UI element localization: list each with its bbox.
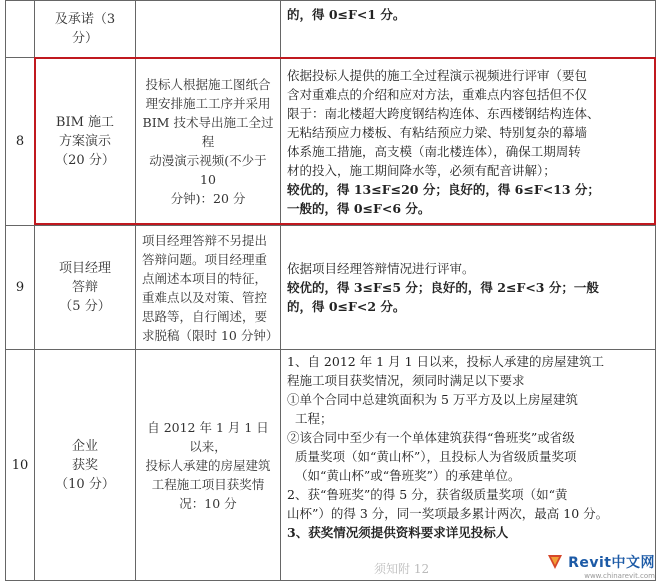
watermark-url: www.chinarevit.com bbox=[584, 572, 655, 580]
faded-text: 须知附 12 bbox=[374, 562, 430, 576]
criteria-line: （如“黄山杯”或“鲁班奖”）的承建单位。 bbox=[295, 468, 521, 483]
table-row bbox=[6, 1, 656, 58]
row-content bbox=[136, 58, 281, 226]
criteria-line: 较优的，得 3≤F≤5 分；良好的，得 2≤F<3 分；一般 bbox=[287, 280, 599, 295]
item-line: （10 分） bbox=[55, 476, 115, 492]
criteria-line: 工程； bbox=[295, 411, 333, 426]
criteria-line: ①单个合同中总建筑面积为 5 万平方及以上房屋建筑 bbox=[287, 392, 578, 407]
content-line: 况：10 分 bbox=[179, 495, 237, 511]
row-content bbox=[136, 226, 281, 350]
content-line: 投标人承建的房屋建筑 bbox=[145, 457, 271, 473]
criteria-line: 无粘结预应力楼板、有粘结预应力梁、特别复杂的幕墙 bbox=[287, 124, 588, 140]
row-number bbox=[6, 1, 35, 58]
criteria-line: 较优的，得 13≤F≤20 分；良好的，得 6≤F<13 分； bbox=[287, 181, 600, 197]
content-line: 项目经理答辩不另提出 bbox=[142, 232, 268, 248]
content-line: 点阐述本项目的特征， bbox=[142, 270, 268, 286]
content-line: 投标人根据施工图纸合 bbox=[145, 77, 271, 92]
row-content bbox=[136, 350, 281, 581]
item-line: 方案演示 bbox=[58, 134, 111, 149]
criteria-line: 山杯”）的得 3 分，同一奖项最多累计两次，最高 10 分。 bbox=[287, 506, 609, 521]
criteria-line: 依据项目经理答辩情况进行评审。 bbox=[287, 261, 475, 276]
item-line: BIM 施工 bbox=[55, 115, 115, 130]
row-criteria bbox=[281, 226, 656, 350]
criteria-line: 1、自 2012 年 1 月 1 日以来，投标人承建的房屋建筑工 bbox=[287, 354, 605, 369]
row-item bbox=[35, 226, 136, 350]
criteria-line: 材的投入，施工期间降水等，必须有配音讲解）； bbox=[287, 162, 556, 178]
criteria-line: 质量奖项（如“黄山杯”），且投标人为省级质量奖项 bbox=[295, 449, 577, 464]
criteria-line: 的，得 0≤F<2 分。 bbox=[287, 299, 406, 314]
criteria-line: 含对重难点的介绍和应对方法，重难点内容包括但不仅 bbox=[287, 86, 588, 102]
table-row bbox=[6, 350, 656, 581]
item-line: （5 分） bbox=[59, 299, 111, 314]
row-content bbox=[136, 1, 281, 58]
criteria-line: 程施工项目获奖情况，须同时满足以下要求 bbox=[287, 373, 525, 388]
content-line: 思路等，自行阐述，要 bbox=[142, 308, 268, 324]
content-line: 工程施工项目获奖情 bbox=[151, 476, 265, 492]
content-line: 求脱稿（限时 10 分钟） bbox=[142, 327, 279, 343]
table-row bbox=[6, 226, 656, 350]
row-criteria bbox=[281, 1, 656, 58]
content-line: 动漫演示视频(不少于 10 bbox=[149, 153, 267, 187]
row-item bbox=[35, 58, 136, 226]
criteria-line: 体系施工措施，高支模（南北楼连体），确保工期周转 bbox=[287, 143, 581, 159]
content-line: 答辩问题。项目经理重 bbox=[142, 251, 268, 267]
item-line: 答辩 bbox=[71, 280, 98, 295]
content-line: 理安排施工工序并采用 bbox=[145, 96, 271, 111]
item-line: 及承诺（3 bbox=[54, 12, 116, 27]
criteria-line: 一般的，得 0≤F<6 分。 bbox=[287, 200, 431, 216]
table-row bbox=[6, 58, 656, 226]
row-criteria bbox=[281, 350, 656, 581]
scoring-table bbox=[5, 0, 656, 581]
item-line: 获奖 bbox=[71, 457, 98, 473]
item-line: 分） bbox=[71, 31, 98, 46]
item-line: 企业 bbox=[71, 438, 98, 454]
content-line: BIM 技术导出施工全过程 bbox=[142, 115, 274, 149]
revit-logo-icon bbox=[546, 553, 564, 571]
row-item bbox=[35, 350, 136, 581]
item-line: 项目经理 bbox=[58, 261, 111, 276]
row-criteria bbox=[281, 58, 656, 226]
watermark-brand: Revit中文网 bbox=[568, 555, 655, 571]
row-number: 10 bbox=[6, 350, 35, 581]
criteria-line: 的，得 0≤F<1 分。 bbox=[287, 7, 406, 22]
content-line: 自 2012 年 1 月 1 日以来， bbox=[147, 419, 269, 454]
row-number: 8 bbox=[6, 58, 35, 226]
criteria-line: 2、获“鲁班奖”的得 5 分，获省级质量奖项（如“黄 bbox=[287, 487, 568, 502]
row-number: 9 bbox=[6, 226, 35, 350]
criteria-line: 限于：南北楼超大跨度钢结构连体、东西楼钢结构连体、 bbox=[287, 105, 600, 121]
criteria-line: ②该合同中至少有一个单体建筑获得“鲁班奖”或省级 bbox=[287, 430, 575, 445]
watermark bbox=[546, 550, 655, 580]
content-line: 重难点以及对策、管控 bbox=[142, 289, 268, 305]
criteria-line: 3、获奖情况须提供资料要求详见投标人 bbox=[287, 525, 509, 540]
row-item bbox=[35, 1, 136, 58]
criteria-line: 依据投标人提供的施工全过程演示视频进行评审（要包 bbox=[287, 67, 588, 83]
item-line: （20 分） bbox=[55, 153, 115, 168]
content-line: 分钟)：20 分 bbox=[170, 191, 246, 206]
